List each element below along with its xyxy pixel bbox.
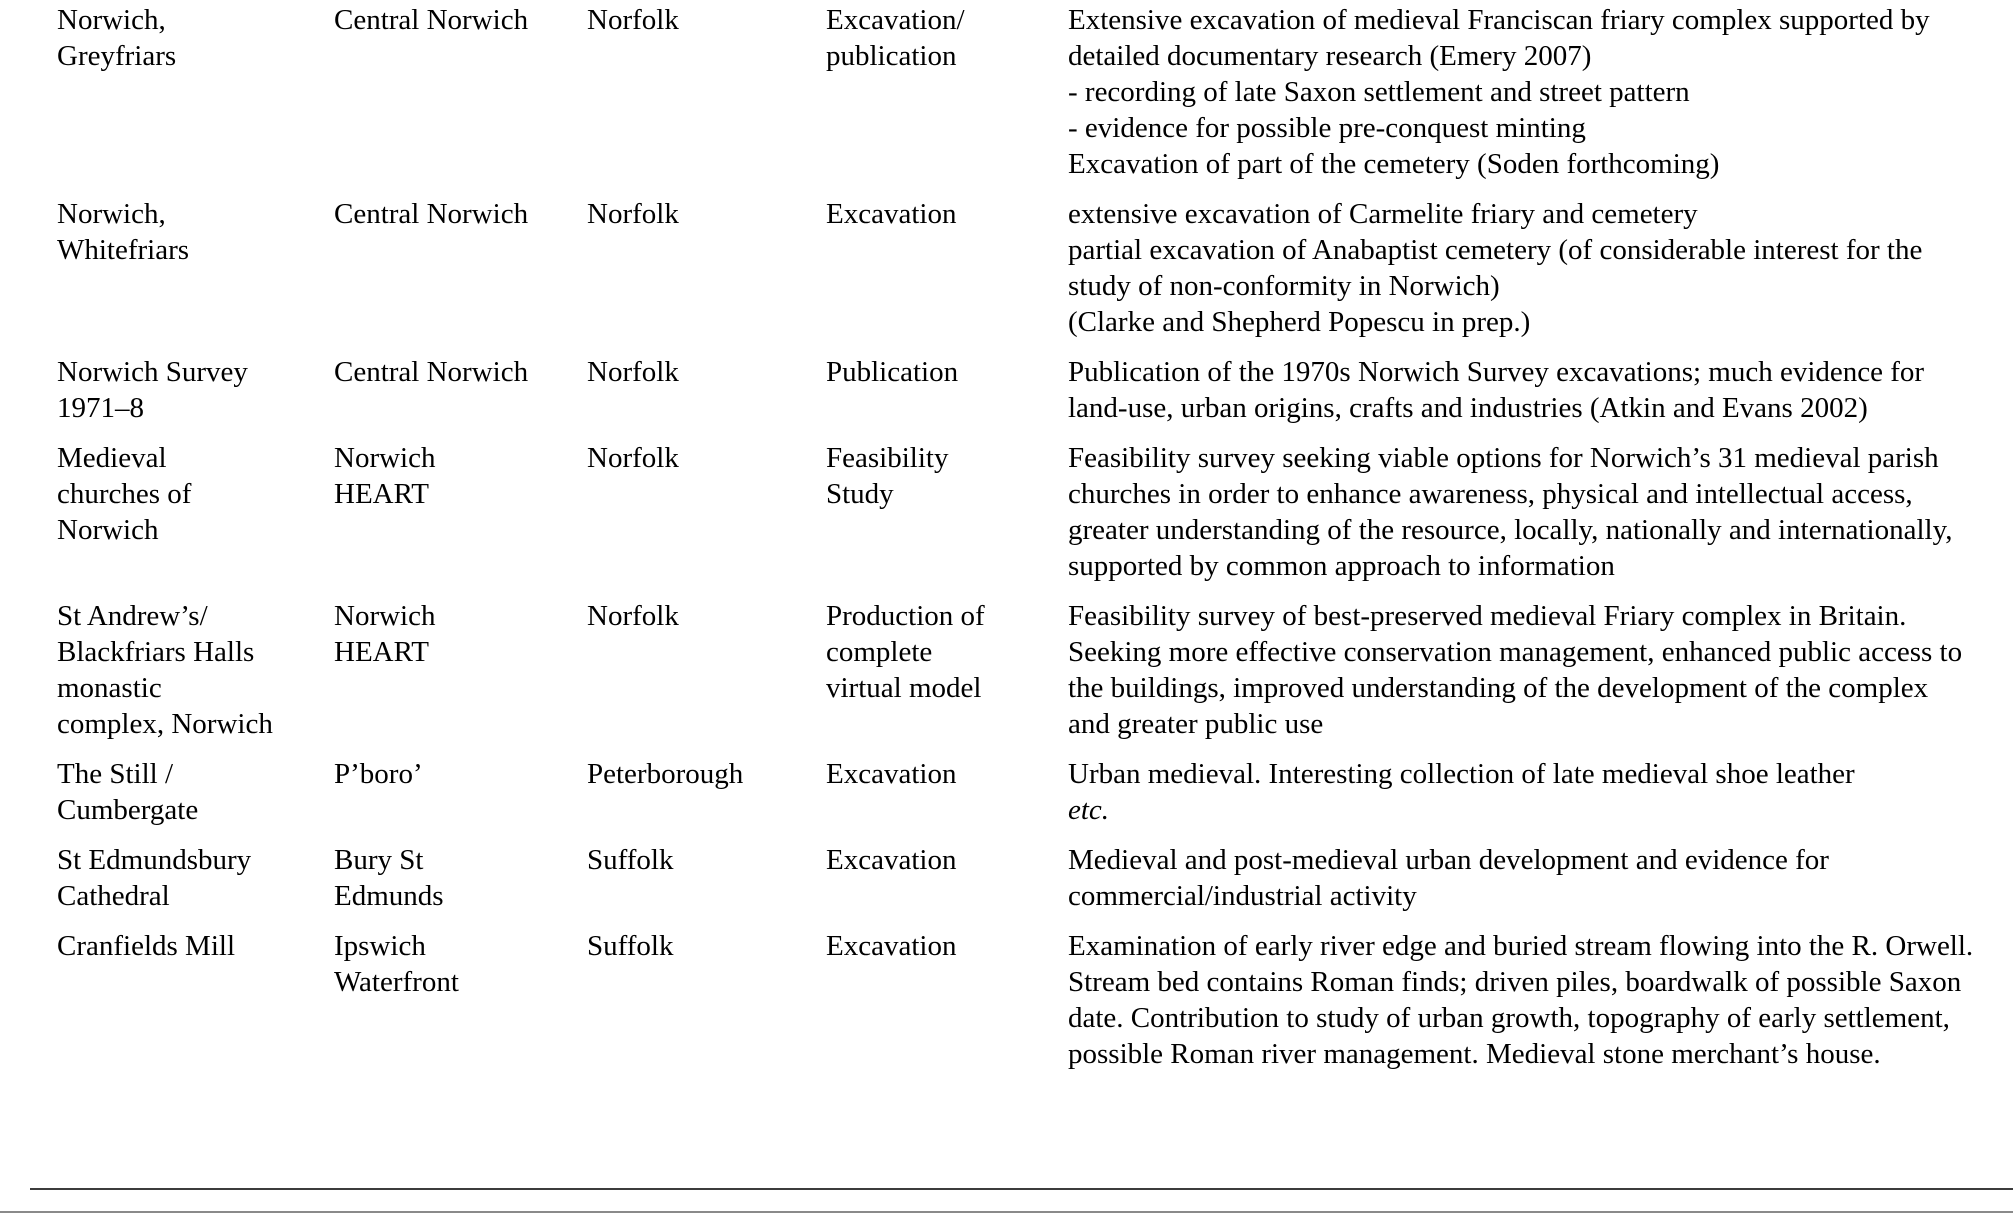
table-row xyxy=(57,354,1993,426)
work-type: Publication xyxy=(826,356,959,388)
description-text: (Clarke and Shepherd Popescu in prep.) xyxy=(1068,306,1531,338)
site-name: monastic xyxy=(57,672,162,704)
work-type: Excavation/ xyxy=(826,4,965,36)
description-text: - evidence for possible pre-conquest minting xyxy=(1068,112,1586,144)
site-name: Norwich xyxy=(57,514,159,546)
site-name: St Edmundsbury xyxy=(57,844,252,876)
county-cell xyxy=(587,598,826,634)
county-cell xyxy=(587,2,826,38)
county-name: Suffolk xyxy=(587,930,674,962)
site-cell xyxy=(57,598,334,742)
location-name: Bury St xyxy=(334,844,424,876)
county-name: Norfolk xyxy=(587,4,679,36)
county-cell xyxy=(587,928,826,964)
work-type-cell xyxy=(826,440,1068,512)
work-type: Excavation xyxy=(826,758,957,790)
work-type-cell xyxy=(826,756,1068,792)
county-cell xyxy=(587,842,826,878)
site-name: Cathedral xyxy=(57,880,170,912)
work-type: Study xyxy=(826,478,894,510)
county-cell xyxy=(587,354,826,390)
site-name: Greyfriars xyxy=(57,40,177,72)
county-name: Norfolk xyxy=(587,198,679,230)
table-row xyxy=(57,440,1993,584)
site-name: The Still / xyxy=(57,758,173,790)
location-cell xyxy=(334,354,587,390)
location-name: Central Norwich xyxy=(334,4,529,36)
description-text: extensive excavation of Carmelite friary and cemetery xyxy=(1068,198,1698,230)
description-italic-text: etc. xyxy=(1068,794,1110,826)
site-name: Whitefriars xyxy=(57,234,190,266)
county-cell xyxy=(587,196,826,232)
site-name: Blackfriars Halls xyxy=(57,636,255,668)
work-type-cell xyxy=(826,2,1068,74)
work-type-cell xyxy=(826,928,1068,964)
work-type: complete xyxy=(826,636,933,668)
description-text: - recording of late Saxon settlement and street pattern xyxy=(1068,76,1690,108)
description-cell xyxy=(1068,440,1993,584)
location-name: Edmunds xyxy=(334,880,444,912)
site-cell xyxy=(57,756,334,828)
site-cell xyxy=(57,196,334,268)
page-edge-rule xyxy=(0,1211,2013,1213)
description-cell xyxy=(1068,842,1993,914)
description-cell xyxy=(1068,196,1993,340)
work-type: Feasibility xyxy=(826,442,949,474)
site-name: churches of xyxy=(57,478,192,510)
description-cell xyxy=(1068,354,1993,426)
location-name: Norwich xyxy=(334,442,436,474)
work-type: Excavation xyxy=(826,930,957,962)
site-name: Norwich Survey xyxy=(57,356,248,388)
table-row xyxy=(57,928,1993,1072)
site-name: 1971–8 xyxy=(57,392,144,424)
county-name: Norfolk xyxy=(587,600,679,632)
work-type-cell xyxy=(826,354,1068,390)
location-cell xyxy=(334,196,587,232)
site-name: St Andrew’s/ xyxy=(57,600,208,632)
work-type: virtual model xyxy=(826,672,982,704)
site-cell xyxy=(57,928,334,964)
county-cell xyxy=(587,756,826,792)
site-name: Norwich, xyxy=(57,4,166,36)
table-row xyxy=(57,842,1993,914)
county-name: Suffolk xyxy=(587,844,674,876)
site-cell xyxy=(57,440,334,548)
location-name: Central Norwich xyxy=(334,198,529,230)
location-cell xyxy=(334,598,587,670)
description-text: Feasibility survey seeking viable options for Norwich’s 31 medieval parish churches in order to enhance awareness, physical and intellectual access, greater understanding of the resource, locally, nationally and internationally, supported by common approach to information xyxy=(1068,442,1953,582)
description-cell xyxy=(1068,2,1993,182)
location-name: Waterfront xyxy=(334,966,459,998)
description-text: Urban medieval. Interesting collection of late medieval shoe leather xyxy=(1068,758,1855,790)
site-cell xyxy=(57,842,334,914)
county-cell xyxy=(587,440,826,476)
location-cell xyxy=(334,928,587,1000)
site-name: Medieval xyxy=(57,442,167,474)
county-name: Norfolk xyxy=(587,442,679,474)
table-bottom-rule xyxy=(30,1188,2013,1190)
site-name: Cumbergate xyxy=(57,794,199,826)
location-cell xyxy=(334,440,587,512)
work-type-cell xyxy=(826,598,1068,706)
site-cell xyxy=(57,354,334,426)
location-name: Central Norwich xyxy=(334,356,529,388)
description-cell xyxy=(1068,598,1993,742)
description-text: Extensive excavation of medieval Franciscan friary complex supported by detailed documentary research (Emery 2007) xyxy=(1068,4,1930,72)
table-row xyxy=(57,196,1993,340)
location-cell xyxy=(334,756,587,792)
work-type: Production of xyxy=(826,600,985,632)
site-name: Norwich, xyxy=(57,198,166,230)
location-cell xyxy=(334,842,587,914)
description-text: Examination of early river edge and buried stream flowing into the R. Orwell. Stream bed contains Roman finds; driven piles, boardwalk of possible Saxon date. Contribution to study of urban growth, topography of early settlement, possible Roman river management. Medieval stone merchant’s house. xyxy=(1068,930,1974,1070)
location-name: Norwich xyxy=(334,600,436,632)
description-cell xyxy=(1068,928,1993,1072)
work-type: Excavation xyxy=(826,844,957,876)
description-text: Feasibility survey of best-preserved medieval Friary complex in Britain. Seeking more effective conservation management, enhanced public access to the buildings, improved understanding of the development of the complex and greater public use xyxy=(1068,600,1963,740)
table-row xyxy=(57,756,1993,828)
description-text: Publication of the 1970s Norwich Survey excavations; much evidence for land-use, urban origins, crafts and industries (Atkin and Evans 2002) xyxy=(1068,356,1925,424)
location-name: HEART xyxy=(334,478,429,510)
table-row xyxy=(57,598,1993,742)
work-type: Excavation xyxy=(826,198,957,230)
description-text: Medieval and post-medieval urban development and evidence for commercial/industrial activity xyxy=(1068,844,1829,912)
location-name: Ipswich xyxy=(334,930,426,962)
table-row xyxy=(57,2,1993,182)
archaeology-projects-table xyxy=(57,2,1993,1072)
site-name: complex, Norwich xyxy=(57,708,273,740)
location-cell xyxy=(334,2,587,38)
work-type-cell xyxy=(826,842,1068,878)
work-type-cell xyxy=(826,196,1068,232)
work-type: publication xyxy=(826,40,957,72)
description-text: partial excavation of Anabaptist cemetery (of considerable interest for the study of non-conformity in Norwich) xyxy=(1068,234,1923,302)
location-name: P’boro’ xyxy=(334,758,423,790)
location-name: HEART xyxy=(334,636,429,668)
description-cell xyxy=(1068,756,1993,828)
county-name: Peterborough xyxy=(587,758,744,790)
site-name: Cranfields Mill xyxy=(57,930,236,962)
site-cell xyxy=(57,2,334,74)
description-text: Excavation of part of the cemetery (Soden forthcoming) xyxy=(1068,148,1720,180)
county-name: Norfolk xyxy=(587,356,679,388)
